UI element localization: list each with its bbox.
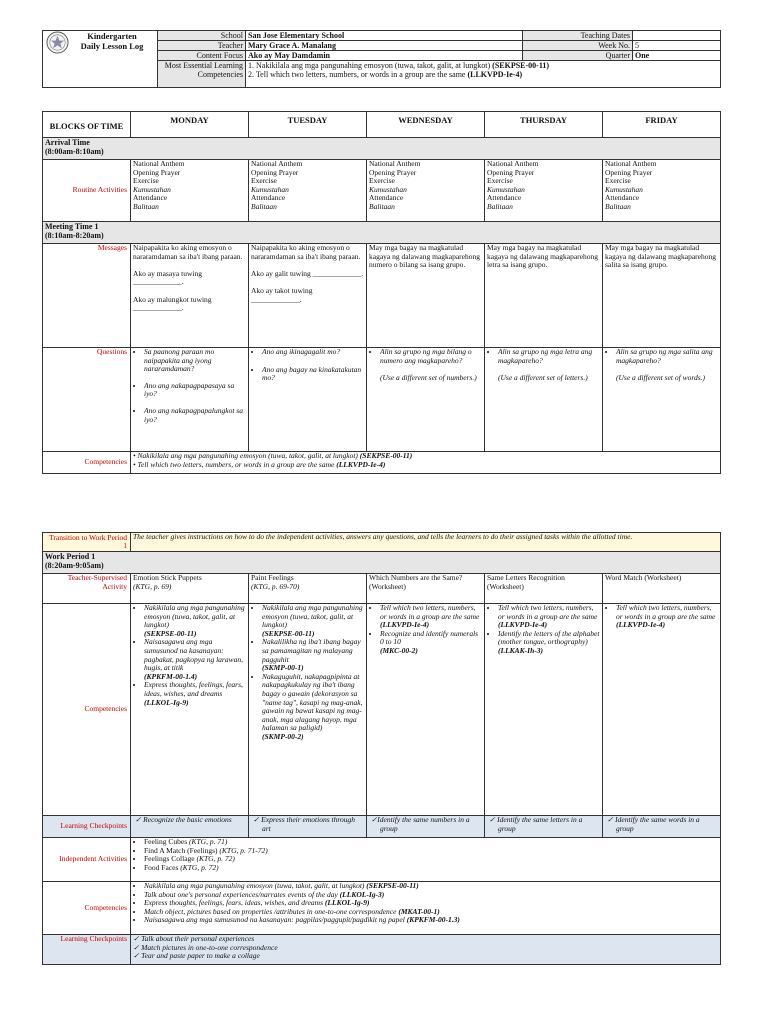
routine-item: Exercise	[251, 176, 277, 186]
competency-text: Recognize and identify numerals 0 to 10	[380, 628, 479, 647]
checkpoint-tuesday: ✓ Express their emotions through art	[249, 816, 367, 838]
independent-checkpoint-item: ✓ Match pictures in one-to-one correspondence	[133, 942, 278, 952]
arrival-time-row	[43, 138, 721, 160]
competency-list	[369, 604, 482, 656]
question-item: • Alin sa grupo ng mga letra ang magkapareho?	[498, 348, 600, 365]
tsa-friday	[603, 574, 721, 604]
activity-title: Paint Feelings	[251, 573, 294, 582]
competency-text: Express thoughts, feelings, fears, ideas, wishes, and dreams	[144, 898, 325, 908]
message-monday-p1: Naipapakita ko aking emosyon o nararamdaman sa iba't ibang paraan.	[133, 243, 243, 261]
competency-code: (SEKPSE-00-11)	[144, 628, 197, 638]
message-monday-p2: Ako ay masaya tuwing _____________.	[133, 268, 202, 287]
independent-checkpoint-list	[133, 935, 718, 961]
tsa-competencies-label: Competencies	[43, 604, 131, 816]
routine-item: Exercise	[133, 176, 159, 186]
routine-item: Balitaan	[487, 201, 513, 211]
routine-item: Exercise	[369, 176, 395, 186]
competency-code: (LLKVPD-Ie-4)	[616, 620, 666, 630]
competency-text: Naisasagawa ang mga sumusunod na kasanayan: pagpilas/paggupit/pagdikit ng papel	[144, 915, 407, 925]
routine-item: Opening Prayer	[369, 167, 417, 177]
routine-item: Attendance	[369, 193, 404, 203]
checkpoint-text: Identify the same letters in a group	[497, 815, 583, 833]
routine-item: Attendance	[487, 193, 522, 203]
focus-value: Ako ay May Damdamin	[246, 51, 523, 61]
checkpoint-text: Talk about their personal experiences	[141, 934, 255, 943]
competency-list	[251, 604, 364, 742]
transition-text: The teacher gives instructions on how to do the independent activities, answers any questions, and tells the learners to do their assigned tasks within the allotted time.	[131, 533, 721, 552]
competency-code: (LLKVPD-Ie-4)	[498, 620, 548, 630]
header-table	[42, 30, 721, 88]
competencies-wednesday	[367, 604, 485, 816]
checkpoint-text: Identify the same words in a group	[615, 815, 700, 833]
checkpoint-text: Recognize the basic emotions	[143, 815, 232, 824]
question-note: (Use a different set of words.)	[616, 373, 706, 383]
independent-activity-title: Food Faces	[144, 862, 181, 872]
routine-item: Kumustahan	[605, 184, 643, 194]
routine-wednesday	[367, 160, 485, 222]
checkpoint-text: Match pictures in one-to-one correspondence	[141, 942, 278, 952]
activity-title: Word Match (Worksheet)	[605, 573, 682, 582]
independent-activity-title: Feelings Collage	[144, 854, 197, 864]
schedule-table-2	[42, 532, 721, 965]
work-period-title: Work Period 1	[45, 552, 96, 561]
routine-item: Balitaan	[133, 201, 159, 211]
message-tuesday-p3: Ako ay takot tuwing _____________.	[251, 285, 313, 304]
competency-item	[498, 604, 600, 630]
competency-text: Nakaguguhit, nakapagpipinta at nakapagkukulay ng iba't ibang bagay o gawain (dekorasyon sa "name tag", kasapi ng mag-anak, gawain ng bawat kasapi ng mag-anak, mga alagang hayop, mga halaman sa paligid)	[262, 671, 363, 733]
routine-item: Balitaan	[251, 201, 277, 211]
competency-code: (KPKFM-00-1.3)	[406, 915, 460, 925]
questions-friday	[603, 348, 721, 452]
checkpoint-text: Identify the same numbers in a group	[377, 815, 470, 833]
question-note: (Use a different set of letters.)	[498, 373, 588, 383]
routine-item: Kumustahan	[251, 184, 289, 194]
competency-list	[133, 604, 246, 707]
day-friday: FRIDAY	[603, 112, 721, 138]
competency-code: (MKC-00-2)	[380, 645, 418, 655]
routine-item: Attendance	[251, 193, 286, 203]
tsa-tuesday	[249, 574, 367, 604]
teacher-label: Teacher	[158, 41, 246, 51]
competency-code: (KPKFM-00-1.4)	[144, 671, 198, 681]
teacher-value: Mary Grace A. Manalang	[246, 41, 523, 51]
focus-label: Content Focus	[158, 51, 246, 61]
competency-text: Identify the letters of the alphabet (mother tongue, orthography)	[498, 628, 600, 647]
routine-tuesday	[249, 160, 367, 222]
checkpoints-label: Learning Checkpoints	[43, 816, 131, 838]
routine-item: National Anthem	[369, 159, 421, 168]
competency-text: Naisasagawa ang mga sumusunod na kasanayan: pagbakat, pagkopya ng larawan, hugis, at titik	[144, 637, 243, 673]
competency-item	[262, 638, 364, 672]
question-item: • Alin sa grupo ng mga bilang o numero ang magkapareho?	[380, 348, 482, 365]
routine-item: National Anthem	[487, 159, 539, 168]
competency-code: (SKMP-00-1)	[262, 663, 304, 673]
question-item: • Alin sa grupo ng mga salita ang magkapareho?	[616, 348, 718, 365]
mel-item-1-code: (SEKPSE-00-11)	[492, 61, 550, 70]
mel-label: Most Essential Learning Competencies	[158, 61, 246, 88]
dll-title	[43, 31, 158, 88]
school-label: School	[158, 31, 246, 41]
day-monday: MONDAY	[131, 112, 249, 138]
independent-competency-list	[133, 882, 718, 925]
competency-code: (LLKAK-Ih-3)	[498, 645, 543, 655]
question-item: • Ano ang bagay na kinakatakutan mo?	[262, 366, 364, 383]
message-monday	[131, 244, 249, 348]
competency-item	[144, 681, 246, 707]
message-wednesday: May mga bagay na magkatulad kagaya ng dalawang magkaparehong numero o bilang sa isang grupo.	[367, 244, 485, 348]
independent-checkpoints-label: Learning Checkpoints	[43, 935, 131, 965]
routine-item: Opening Prayer	[251, 167, 299, 177]
competency-code: (SKMP-00-2)	[262, 731, 304, 741]
independent-activity-ref: (KTG, p. 71)	[189, 837, 228, 846]
question-item: • Ano ang ikinagagalit mo?	[262, 348, 364, 357]
routine-item: Balitaan	[605, 201, 631, 211]
routine-item: Kumustahan	[487, 184, 525, 194]
questions-monday	[131, 348, 249, 452]
independent-competency-item	[144, 916, 718, 925]
day-wednesday: WEDNESDAY	[367, 112, 485, 138]
competency-code: (MKAT-00-1)	[398, 906, 440, 916]
activity-title: Which Numbers are the Same? (Worksheet)	[369, 573, 463, 591]
competency-item: • Tell which two letters, numbers, or words in a group are the same (LLKVPD-Ie-4)	[133, 459, 386, 469]
competency-item	[616, 604, 718, 630]
week-value: 5	[633, 41, 721, 51]
competencies-monday	[131, 604, 249, 816]
transition-label: Transition to Work Period 1	[43, 533, 131, 552]
dll-title-line2: Daily Lesson Log	[80, 41, 144, 51]
activity-ref: (KTG, p. 69-70)	[251, 581, 300, 591]
independent-competencies-label: Competencies	[43, 882, 131, 935]
activity-title: Same Letters Recognition (Worksheet)	[487, 573, 565, 591]
message-tuesday	[249, 244, 367, 348]
meeting-time: (8:10am-8:20am)	[45, 231, 104, 240]
independent-activities	[131, 838, 721, 882]
competency-text: Express thoughts, feelings, fears, ideas, wishes, and dreams	[144, 680, 243, 698]
competency-text: Nakikilala ang mga pangunahing emosyon (tuwa, takot, galit, at lungkot)	[137, 451, 360, 460]
mel-item-2-code: (LLKVPD-Ie-4)	[467, 70, 523, 79]
checkpoint-text: Tear and paste paper to make a collage	[141, 951, 260, 961]
routine-item: Attendance	[133, 193, 168, 203]
competency-text: Nakikilala ang mga pangunahing emosyon (tuwa, takot, galit, at lungkot)	[144, 603, 245, 630]
quarter-label: Quarter	[523, 51, 633, 61]
competency-text: Tell which two letters, numbers, or words in a group are the same	[498, 603, 598, 621]
dates-value	[633, 31, 721, 41]
questions-wednesday	[367, 348, 485, 452]
independent-activity-ref: (KTG, p. 71-72)	[219, 845, 268, 855]
independent-checkpoint-item: ✓ Tear and paste paper to make a collage	[133, 951, 260, 961]
routine-monday	[131, 160, 249, 222]
tsa-label: Teacher-Supervised Activity	[43, 574, 131, 604]
mel-item-2	[248, 70, 718, 79]
routine-item: Opening Prayer	[133, 167, 181, 177]
arrival-time: (8:00am-8:10am)	[45, 147, 104, 156]
quarter-value: One	[633, 51, 721, 61]
competency-text: Talk about one's personal experiences/narrates events of the day	[144, 889, 340, 899]
routine-label: Routine Activities	[43, 160, 131, 222]
mel-item-1	[248, 61, 718, 70]
message-friday: May mga bagay na magkatulad kagaya ng dalawang magkaparehong salita sa isang grupo.	[603, 244, 721, 348]
competency-code: (LLKOL-Ig-3)	[339, 889, 385, 899]
tsa-wednesday	[367, 574, 485, 604]
competency-item	[262, 604, 364, 638]
competency-text: Tell which two letters, numbers, or words in a group are the same	[137, 459, 337, 469]
routine-item: National Anthem	[251, 159, 303, 168]
day-thursday: THURSDAY	[485, 112, 603, 138]
competency-text: Match object, pictures based on properties /attributes in one-to-one correspondence	[144, 906, 399, 916]
independent-activity-ref: (KTG, p. 72)	[180, 862, 219, 872]
independent-competencies	[131, 882, 721, 935]
competency-code: (LLKOL-Ig-9)	[144, 697, 189, 707]
independent-label: Independent Activities	[43, 838, 131, 882]
question-item: • Sa paanong paraan mo naipapakita ang iyong nararamdaman?	[144, 348, 246, 374]
routine-item: Opening Prayer	[487, 167, 535, 177]
routine-item: Kumustahan	[369, 184, 407, 194]
message-tuesday-p1: Naipapakita ko aking emosyon o nararamdaman sa iba't ibang paraan.	[251, 243, 361, 261]
messages-label: Messages	[43, 244, 131, 348]
routine-item: Balitaan	[369, 201, 395, 211]
work-period-row	[43, 552, 721, 574]
independent-activity-ref: (KTG, p. 72)	[196, 854, 235, 864]
arrival-title: Arrival Time	[45, 138, 90, 147]
dll-title-line1: Kindergarten	[87, 31, 137, 41]
independent-checkpoints	[131, 935, 721, 965]
routine-item: Exercise	[605, 176, 631, 186]
message-monday-p3: Ako ay malungkot tuwing _____________.	[133, 294, 212, 313]
competency-code: (LLKOL-Ig-9)	[324, 898, 370, 908]
work-period-time: (8:20am-9:05am)	[45, 561, 104, 570]
schedule-table-1	[42, 111, 721, 474]
questions-label: Questions	[43, 348, 131, 452]
independent-checkpoint-item: ✓ Talk about their personal experiences	[133, 934, 255, 943]
meeting-time-row	[43, 222, 721, 244]
routine-item: National Anthem	[605, 159, 657, 168]
questions-tuesday	[249, 348, 367, 452]
routine-item: Attendance	[605, 193, 640, 203]
competency-item	[380, 630, 482, 656]
competency-list	[487, 604, 600, 656]
blocks-of-time-header: BLOCKS OF TIME	[43, 112, 131, 138]
competency-item: • Nakikilala ang mga pangunahing emosyon (tuwa, takot, galit, at lungkot) (SEKPSE-00-11)	[133, 451, 413, 460]
question-item: • Ano ang nakapagpapalungkot sa iyo?	[144, 407, 246, 424]
competencies-friday	[603, 604, 721, 816]
checkpoint-wednesday: ✓Identify the same numbers in a group	[367, 816, 485, 838]
questions-thursday	[485, 348, 603, 452]
tsa-thursday	[485, 574, 603, 604]
competency-item	[498, 630, 600, 656]
question-note: (Use a different set of numbers.)	[380, 373, 477, 383]
mel-item-2-text: 2. Tell which two letters, numbers, or words in a group are the same	[248, 70, 468, 79]
independent-list	[133, 838, 718, 872]
tsa-monday	[131, 574, 249, 604]
competency-code: (LLKVPD-Ie-4)	[380, 620, 430, 630]
competencies-label: Competencies	[43, 452, 131, 474]
activity-ref: (KTG, p. 69)	[133, 581, 172, 591]
checkpoint-thursday: ✓ Identify the same letters in a group	[485, 816, 603, 838]
independent-activity-item	[144, 864, 718, 873]
competency-item	[380, 604, 482, 630]
competencies-all	[131, 452, 721, 474]
competency-item	[144, 604, 246, 638]
school-value: San Jose Elementary School	[246, 31, 523, 41]
routine-item: Opening Prayer	[605, 167, 653, 177]
competencies-thursday	[485, 604, 603, 816]
routine-item: Kumustahan	[133, 184, 171, 194]
independent-activity-title: Feeling Cubes	[144, 837, 189, 846]
competency-item	[144, 638, 246, 681]
checkpoint-text: Express their emotions through art	[261, 815, 355, 833]
routine-item: Exercise	[487, 176, 513, 186]
competency-code: (SEKPSE-00-11)	[366, 881, 419, 890]
competency-code: (SEKPSE-00-11)	[262, 628, 315, 638]
competency-text: Tell which two letters, numbers, or words in a group are the same	[616, 603, 716, 621]
week-label: Week No.	[523, 41, 633, 51]
dates-label: Teaching Dates	[523, 31, 633, 41]
competencies-tuesday	[249, 604, 367, 816]
meeting-title: Meeting Time 1	[45, 222, 99, 231]
competency-item	[262, 673, 364, 742]
mel-list	[246, 61, 721, 88]
routine-friday	[603, 160, 721, 222]
competency-list	[605, 604, 718, 630]
competency-text: Nakikilala ang mga pangunahing emosyon (tuwa, takot, galit, at lungkot)	[262, 603, 363, 630]
activity-title: Emotion Stick Puppets	[133, 573, 202, 582]
routine-item: National Anthem	[133, 159, 185, 168]
competency-text: Nakikilala ang mga pangunahing emosyon (tuwa, takot, galit, at lungkot)	[144, 881, 367, 890]
checkpoint-monday: ✓ Recognize the basic emotions	[131, 816, 249, 838]
question-item: • Ano ang nakapagpapasaya sa iyo?	[144, 382, 246, 399]
message-thursday: May mga bagay na magkatulad kagaya ng dalawang magkaparehong letra sa isang grupo.	[485, 244, 603, 348]
checkpoint-friday: ✓ Identify the same words in a group	[603, 816, 721, 838]
competency-code: (SEKPSE-00-11)	[359, 451, 413, 460]
mel-item-1-text: 1. Nakikilala ang mga pangunahing emosyon (tuwa, takot, galit, at lungkot)	[248, 61, 493, 70]
competency-text: Nakalilikha ng iba't ibang bagay sa pamamagitan ng malayang pagguhit	[262, 637, 361, 664]
competency-code: (LLKVPD-Ie-4)	[336, 459, 386, 469]
day-tuesday: TUESDAY	[249, 112, 367, 138]
independent-activity-item	[144, 855, 718, 864]
routine-thursday	[485, 160, 603, 222]
independent-activity-title: Find A Match (Feelings)	[144, 845, 220, 855]
competency-text: Tell which two letters, numbers, or words in a group are the same	[380, 603, 480, 621]
message-tuesday-p2: Ako ay galit tuwing _____________.	[251, 268, 364, 278]
